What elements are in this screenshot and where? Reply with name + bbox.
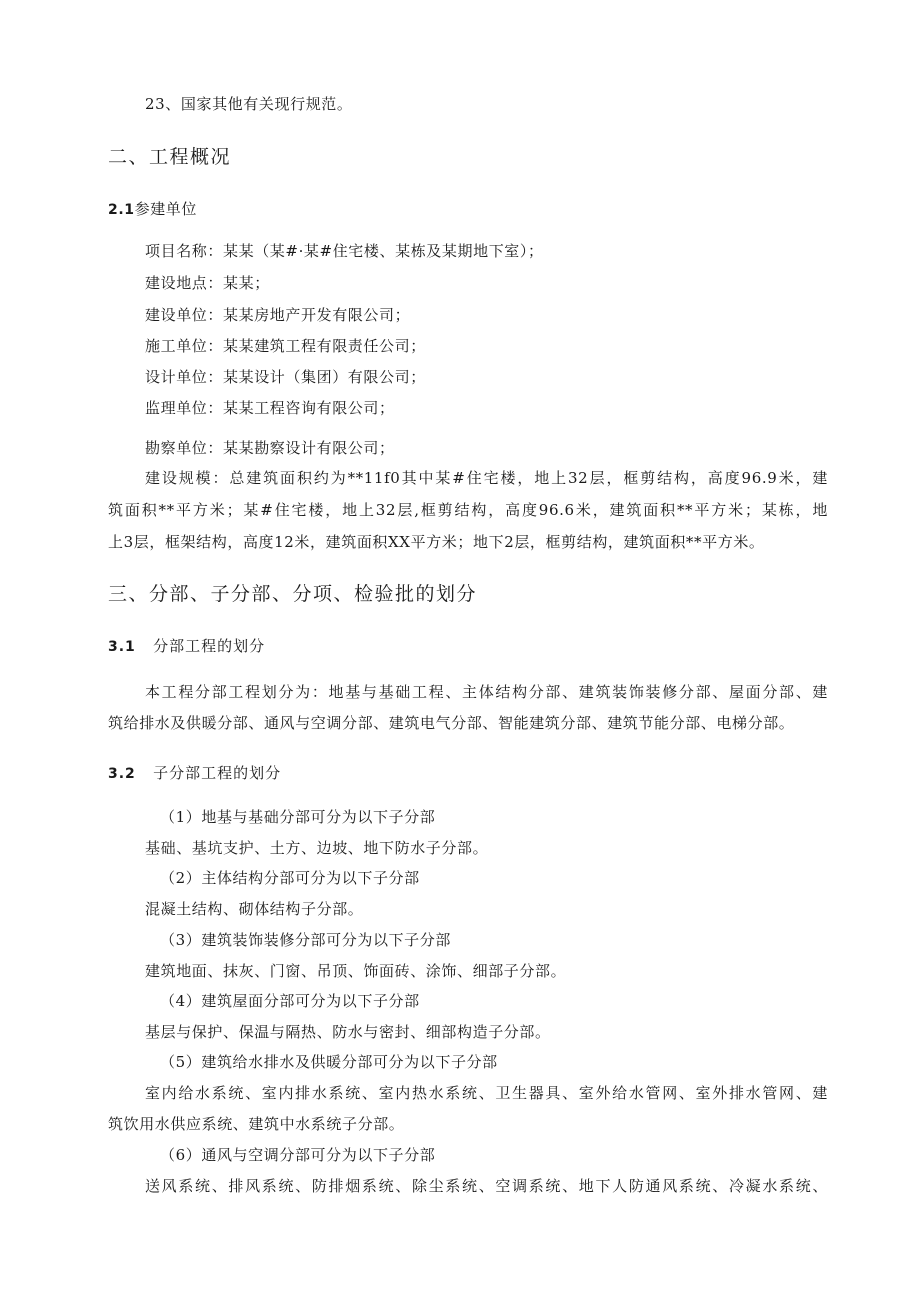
paragraph-line: 本工程分部工程划分为：地基与基础工程、主体结构分部、建筑装饰装修分部、屋面分部、建 bbox=[145, 683, 828, 701]
list-item-heading: （6）通风与空调分部可分为以下子分部 bbox=[160, 1146, 436, 1164]
list-item-body: 基层与保护、保温与隔热、防水与密封、细部构造子分部。 bbox=[145, 1023, 551, 1041]
paragraph-line: 建设单位：某某房地产开发有限公司； bbox=[145, 306, 411, 324]
list-item-heading: （1）地基与基础分部可分为以下子分部 bbox=[160, 808, 436, 826]
subsection-title: 分部工程的划分 bbox=[153, 637, 266, 655]
subsection-title: 子分部工程的划分 bbox=[153, 764, 282, 782]
list-item-heading: （5）建筑给水排水及供暖分部可分为以下子分部 bbox=[160, 1053, 498, 1071]
list-item-body: 基础、基坑支护、土方、边坡、地下防水子分部。 bbox=[145, 839, 489, 857]
list-item-body: 室内给水系统、室内排水系统、室内热水系统、卫生器具、室外给水管网、室外排水管网、建 bbox=[145, 1084, 828, 1102]
paragraph-line: 建设规模：总建筑面积约为**11f0其中某#住宅楼，地上32层，框剪结构，高度96.9米，建 bbox=[145, 469, 828, 487]
subsection-number: 3.2 bbox=[108, 766, 136, 782]
list-item-body: 送风系统、排风系统、防排烟系统、除尘系统、空调系统、地下人防通风系统、冷凝水系统、 bbox=[145, 1177, 828, 1195]
subsection-heading bbox=[108, 763, 281, 784]
paragraph-line: 上3层，框架结构，高度12米，建筑面积XX平方米；地下2层，框剪结构，建筑面积**平方米。 bbox=[108, 533, 765, 551]
section-heading: 二、工程概况 bbox=[108, 146, 232, 168]
list-item-body: 混凝土结构、砌体结构子分部。 bbox=[145, 900, 364, 918]
paragraph-line: 监理单位：某某工程咨询有限公司； bbox=[145, 399, 395, 417]
paragraph-line: 施工单位：某某建筑工程有限责任公司； bbox=[145, 337, 426, 355]
section-heading: 三、分部、子分部、分项、检验批的划分 bbox=[108, 583, 478, 605]
paragraph-line: 筑给排水及供暖分部、通风与空调分部、建筑电气分部、智能建筑分部、建筑节能分部、电梯分部。 bbox=[108, 714, 795, 732]
subsection-heading bbox=[108, 199, 197, 220]
list-item-heading: （4）建筑屋面分部可分为以下子分部 bbox=[160, 992, 420, 1010]
paragraph-line: 设计单位：某某设计（集团）有限公司； bbox=[145, 368, 426, 386]
list-item-body: 建筑地面、抹灰、门窗、吊顶、饰面砖、涂饰、细部子分部。 bbox=[145, 962, 567, 980]
subsection-heading bbox=[108, 636, 265, 657]
subsection-number: 2.1 bbox=[108, 202, 135, 218]
paragraph-line: 勘察单位：某某勘察设计有限公司； bbox=[145, 439, 395, 457]
list-item-body: 筑饮用水供应系统、建筑中水系统子分部。 bbox=[108, 1115, 405, 1133]
list-item-heading: （2）主体结构分部可分为以下子分部 bbox=[160, 869, 420, 887]
paragraph-line: 项目名称：某某（某#·某#住宅楼、某栋及某期地下室）； bbox=[145, 242, 544, 260]
list-item: 23、国家其他有关现行规范。 bbox=[145, 95, 353, 113]
subsection-title: 参建单位 bbox=[134, 200, 198, 218]
paragraph-line: 建设地点：某某； bbox=[145, 274, 270, 292]
list-item-heading: （3）建筑装饰装修分部可分为以下子分部 bbox=[160, 931, 451, 949]
paragraph-line: 筑面积**平方米；某#住宅楼，地上32层,框剪结构，高度96.6米，建筑面积**平方米；某栋，地 bbox=[108, 501, 828, 519]
subsection-number: 3.1 bbox=[108, 639, 136, 655]
